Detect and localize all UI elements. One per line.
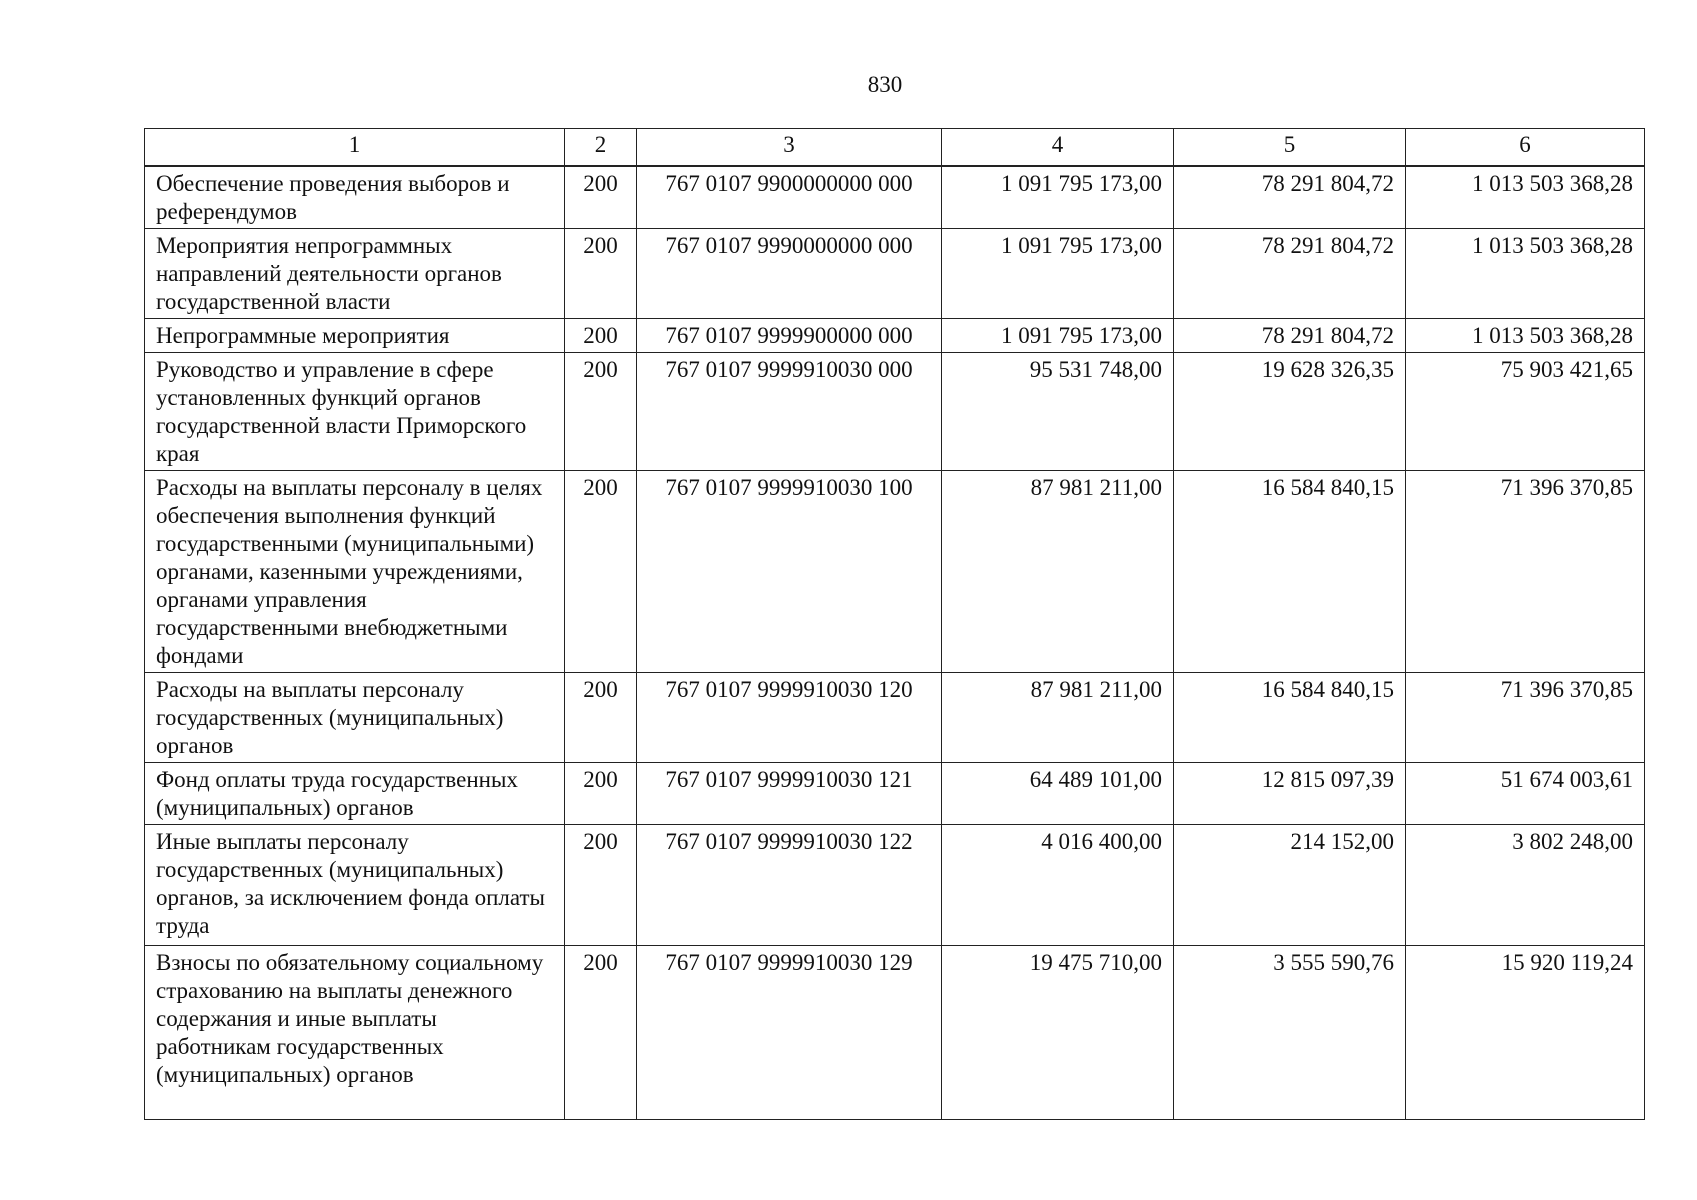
table-row bbox=[145, 763, 1645, 825]
row-budget-code: 767 0107 9990000000 000 bbox=[637, 229, 942, 319]
row-budget-code: 767 0107 9999910030 121 bbox=[637, 763, 942, 825]
row-approved-amount: 1 091 795 173,00 bbox=[942, 166, 1174, 229]
row-executed-amount: 16 584 840,15 bbox=[1174, 471, 1406, 673]
row-name: Непрограммные мероприятия bbox=[145, 319, 565, 353]
row-name: Мероприятия непрограммных направлений деятельности органов государственной власти bbox=[145, 229, 565, 319]
row-approved-amount: 87 981 211,00 bbox=[942, 673, 1174, 763]
row-approved-amount: 95 531 748,00 bbox=[942, 353, 1174, 471]
row-approved-amount: 1 091 795 173,00 bbox=[942, 319, 1174, 353]
row-budget-code: 767 0107 9999910030 000 bbox=[637, 353, 942, 471]
row-executed-amount: 78 291 804,72 bbox=[1174, 319, 1406, 353]
row-name: Иные выплаты персоналу государственных (муниципальных) органов, за исключением фонда оплаты труда bbox=[145, 825, 565, 946]
table-row bbox=[145, 471, 1645, 673]
table-row bbox=[145, 825, 1645, 946]
row-budget-code: 767 0107 9999900000 000 bbox=[637, 319, 942, 353]
table-header bbox=[145, 129, 1645, 167]
row-approved-amount: 64 489 101,00 bbox=[942, 763, 1174, 825]
row-name: Руководство и управление в сфере установленных функций органов государственной власти Приморского края bbox=[145, 353, 565, 471]
row-approved-amount: 4 016 400,00 bbox=[942, 825, 1174, 946]
row-budget-code: 767 0107 9999910030 122 bbox=[637, 825, 942, 946]
row-remaining-amount: 51 674 003,61 bbox=[1406, 763, 1645, 825]
header-col-3: 3 bbox=[637, 129, 942, 167]
row-name: Взносы по обязательному социальному страхованию на выплаты денежного содержания и иные выплаты работникам государственных (муниципальных) органов bbox=[145, 946, 565, 1120]
row-approved-amount: 19 475 710,00 bbox=[942, 946, 1174, 1120]
row-remaining-amount: 1 013 503 368,28 bbox=[1406, 229, 1645, 319]
row-remaining-amount: 71 396 370,85 bbox=[1406, 471, 1645, 673]
row-name: Фонд оплаты труда государственных (муниципальных) органов bbox=[145, 763, 565, 825]
row-approved-amount: 87 981 211,00 bbox=[942, 471, 1174, 673]
table-row bbox=[145, 319, 1645, 353]
row-executed-amount: 78 291 804,72 bbox=[1174, 166, 1406, 229]
row-admin-code: 200 bbox=[565, 229, 637, 319]
table-row bbox=[145, 673, 1645, 763]
header-col-6: 6 bbox=[1406, 129, 1645, 167]
row-budget-code: 767 0107 9999910030 100 bbox=[637, 471, 942, 673]
header-col-2: 2 bbox=[565, 129, 637, 167]
row-executed-amount: 16 584 840,15 bbox=[1174, 673, 1406, 763]
row-admin-code: 200 bbox=[565, 673, 637, 763]
row-admin-code: 200 bbox=[565, 353, 637, 471]
header-col-4: 4 bbox=[942, 129, 1174, 167]
row-remaining-amount: 75 903 421,65 bbox=[1406, 353, 1645, 471]
row-admin-code: 200 bbox=[565, 946, 637, 1120]
row-remaining-amount: 71 396 370,85 bbox=[1406, 673, 1645, 763]
budget-table bbox=[144, 128, 1645, 1120]
header-col-5: 5 bbox=[1174, 129, 1406, 167]
row-admin-code: 200 bbox=[565, 471, 637, 673]
row-admin-code: 200 bbox=[565, 763, 637, 825]
row-admin-code: 200 bbox=[565, 319, 637, 353]
row-name: Расходы на выплаты персоналу государственных (муниципальных) органов bbox=[145, 673, 565, 763]
row-admin-code: 200 bbox=[565, 166, 637, 229]
row-executed-amount: 78 291 804,72 bbox=[1174, 229, 1406, 319]
table-body bbox=[145, 166, 1645, 1120]
row-executed-amount: 3 555 590,76 bbox=[1174, 946, 1406, 1120]
row-remaining-amount: 3 802 248,00 bbox=[1406, 825, 1645, 946]
page-number: 830 bbox=[867, 72, 903, 97]
row-remaining-amount: 1 013 503 368,28 bbox=[1406, 166, 1645, 229]
row-budget-code: 767 0107 9999910030 129 bbox=[637, 946, 942, 1120]
row-name: Обеспечение проведения выборов и референдумов bbox=[145, 166, 565, 229]
table-row bbox=[145, 353, 1645, 471]
header-row bbox=[145, 129, 1645, 167]
row-executed-amount: 214 152,00 bbox=[1174, 825, 1406, 946]
row-executed-amount: 19 628 326,35 bbox=[1174, 353, 1406, 471]
row-remaining-amount: 15 920 119,24 bbox=[1406, 946, 1645, 1120]
header-col-1: 1 bbox=[145, 129, 565, 167]
row-budget-code: 767 0107 9999910030 120 bbox=[637, 673, 942, 763]
row-budget-code: 767 0107 9900000000 000 bbox=[637, 166, 942, 229]
table-row bbox=[145, 229, 1645, 319]
row-admin-code: 200 bbox=[565, 825, 637, 946]
row-name: Расходы на выплаты персоналу в целях обеспечения выполнения функций государственными (муниципальными) органами, казенными учреждениями, органами управления государственными внебюджетными фондами bbox=[145, 471, 565, 673]
row-remaining-amount: 1 013 503 368,28 bbox=[1406, 319, 1645, 353]
row-approved-amount: 1 091 795 173,00 bbox=[942, 229, 1174, 319]
row-executed-amount: 12 815 097,39 bbox=[1174, 763, 1406, 825]
table-row bbox=[145, 946, 1645, 1120]
table-row bbox=[145, 166, 1645, 229]
